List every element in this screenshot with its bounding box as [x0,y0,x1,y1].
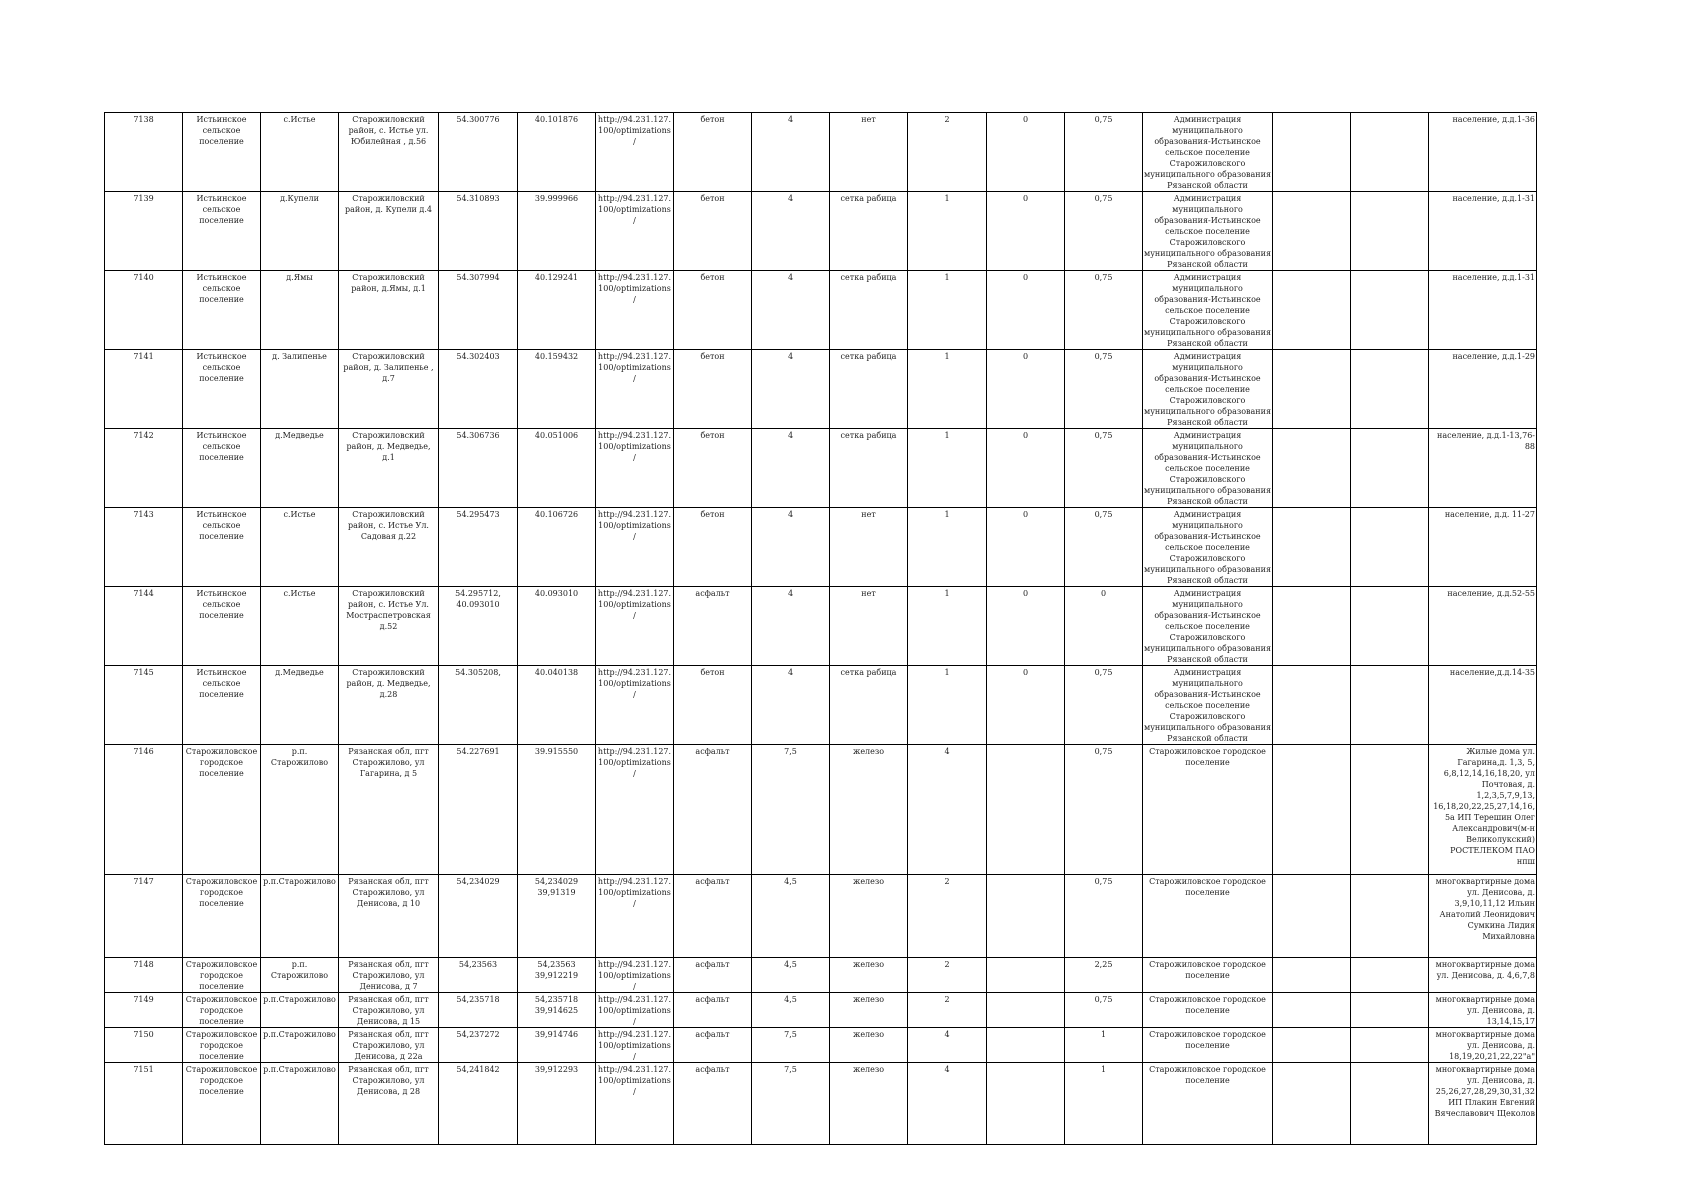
longitude-cell: 40.093010 [518,587,596,666]
volume-cell: 0 [1065,587,1143,666]
map-link-cell: http://94.231.127.100/optimizations/ [596,1063,674,1145]
volume-cell: 0,75 [1065,993,1143,1028]
containers-cell: 4 [908,1063,987,1145]
place-cell: д.Купели [261,192,339,271]
area-cell: 4 [752,429,830,508]
blank-cell [1273,587,1351,666]
longitude-cell: 54,234029 39,91319 [518,875,596,958]
containers-cell: 2 [908,958,987,993]
settlement-cell: Истьинское сельское поселение [183,508,261,587]
volume-cell: 0,75 [1065,875,1143,958]
latitude-cell: 54,234029 [439,875,518,958]
fence-cell: железо [830,958,908,993]
blank-cell [1351,192,1429,271]
waste-sources-cell: население,д.д.14-35 [1429,666,1537,745]
row-number: 7139 [105,192,183,271]
extra-containers-cell [987,745,1065,875]
blank-cell [1351,993,1429,1028]
surface-cell: асфальт [674,1028,752,1063]
owner-cell: Старожиловское городское поселение [1143,875,1273,958]
area-cell: 4 [752,192,830,271]
longitude-cell: 39,912293 [518,1063,596,1145]
extra-containers-cell: 0 [987,113,1065,192]
volume-cell: 1 [1065,1028,1143,1063]
owner-cell: Старожиловское городское поселение [1143,958,1273,993]
blank-cell [1273,993,1351,1028]
area-cell: 4 [752,113,830,192]
containers-cell: 2 [908,875,987,958]
table-row [105,666,1537,745]
map-link-cell: http://94.231.127.100/optimizations/ [596,429,674,508]
place-cell: с.Истье [261,587,339,666]
row-number: 7149 [105,993,183,1028]
map-link-cell: http://94.231.127.100/optimizations/ [596,1028,674,1063]
address-cell: Старожиловский район, с. Истье Ул. Мостраспетровская д.52 [339,587,439,666]
address-cell: Старожиловский район, д. Медведье, д.1 [339,429,439,508]
area-cell: 4 [752,666,830,745]
map-link-cell: http://94.231.127.100/optimizations/ [596,113,674,192]
place-cell: р.п.Старожилово [261,993,339,1028]
extra-containers-cell: 0 [987,666,1065,745]
surface-cell: асфальт [674,958,752,993]
area-cell: 4 [752,350,830,429]
extra-containers-cell: 0 [987,350,1065,429]
address-cell: Рязанская обл, пгт Старожилово, ул Гагарина, д 5 [339,745,439,875]
waste-sources-cell: население, д.д.1-13,76-88 [1429,429,1537,508]
waste-sources-cell: многоквартирные дома ул. Денисова, д. 18,19,20,21,22,22"а" [1429,1028,1537,1063]
table-row [105,745,1537,875]
place-cell: д.Ямы [261,271,339,350]
place-cell: д.Медведье [261,666,339,745]
map-link-cell: http://94.231.127.100/optimizations/ [596,192,674,271]
latitude-cell: 54,23563 [439,958,518,993]
place-cell: р.п.Старожилово [261,1063,339,1145]
blank-cell [1351,508,1429,587]
latitude-cell: 54.305208, [439,666,518,745]
fence-cell: сетка рабица [830,429,908,508]
settlement-cell: Истьинское сельское поселение [183,666,261,745]
longitude-cell: 39.915550 [518,745,596,875]
map-link-cell: http://94.231.127.100/optimizations/ [596,875,674,958]
containers-cell: 2 [908,113,987,192]
latitude-cell: 54,235718 [439,993,518,1028]
volume-cell: 1 [1065,1063,1143,1145]
waste-sources-cell: многоквартирные дома ул. Денисова, д. 4,6,7,8 [1429,958,1537,993]
owner-cell: Администрация муниципального образования-Истьинское сельское поселение Старожиловского муниципального образования Рязанской области [1143,508,1273,587]
blank-cell [1273,271,1351,350]
containers-cell: 1 [908,429,987,508]
settlement-cell: Истьинское сельское поселение [183,113,261,192]
table-row [105,113,1537,192]
owner-cell: Администрация муниципального образования-Истьинское сельское поселение Старожиловского муниципального образования Рязанской области [1143,271,1273,350]
row-number: 7142 [105,429,183,508]
surface-cell: бетон [674,429,752,508]
surface-cell: асфальт [674,1063,752,1145]
containers-cell: 1 [908,508,987,587]
extra-containers-cell: 0 [987,587,1065,666]
place-cell: р.п.Старожилово [261,875,339,958]
fence-cell: железо [830,875,908,958]
table-row [105,958,1537,993]
map-link-cell: http://94.231.127.100/optimizations/ [596,587,674,666]
surface-cell: бетон [674,508,752,587]
table-row [105,875,1537,958]
waste-sources-cell: население, д.д.52-55 [1429,587,1537,666]
owner-cell: Администрация муниципального образования-Истьинское сельское поселение Старожиловского муниципального образования Рязанской области [1143,429,1273,508]
table-row [105,192,1537,271]
surface-cell: бетон [674,271,752,350]
longitude-cell: 39,914746 [518,1028,596,1063]
fence-cell: железо [830,993,908,1028]
blank-cell [1351,587,1429,666]
fence-cell: железо [830,1063,908,1145]
address-cell: Рязанская обл, пгт Старожилово, ул Денисова, д 7 [339,958,439,993]
area-cell: 7,5 [752,1028,830,1063]
settlement-cell: Старожиловское городское поселение [183,958,261,993]
extra-containers-cell: 0 [987,271,1065,350]
waste-sources-cell: население, д.д.1-31 [1429,271,1537,350]
blank-cell [1351,875,1429,958]
address-cell: Старожиловский район, д. Залипенье , д.7 [339,350,439,429]
volume-cell: 0,75 [1065,113,1143,192]
row-number: 7140 [105,271,183,350]
address-cell: Старожиловский район, д. Купели д.4 [339,192,439,271]
fence-cell: нет [830,508,908,587]
blank-cell [1351,745,1429,875]
blank-cell [1273,508,1351,587]
table-row [105,1028,1537,1063]
table-row [105,350,1537,429]
place-cell: р.п. Старожилово [261,745,339,875]
row-number: 7138 [105,113,183,192]
extra-containers-cell: 0 [987,192,1065,271]
row-number: 7150 [105,1028,183,1063]
fence-cell: нет [830,113,908,192]
volume-cell: 0,75 [1065,271,1143,350]
settlement-cell: Истьинское сельское поселение [183,587,261,666]
latitude-cell: 54.306736 [439,429,518,508]
blank-cell [1351,429,1429,508]
settlement-cell: Старожиловское городское поселение [183,993,261,1028]
blank-cell [1351,1063,1429,1145]
area-cell: 4,5 [752,875,830,958]
longitude-cell: 54,235718 39,914625 [518,993,596,1028]
area-cell: 4 [752,508,830,587]
owner-cell: Администрация муниципального образования-Истьинское сельское поселение Старожиловского муниципального образования Рязанской области [1143,666,1273,745]
blank-cell [1273,958,1351,993]
volume-cell: 0,75 [1065,429,1143,508]
table-row [105,993,1537,1028]
registry-table-page [104,112,1537,1145]
blank-cell [1351,350,1429,429]
latitude-cell: 54,241842 [439,1063,518,1145]
table-row [105,429,1537,508]
latitude-cell: 54.302403 [439,350,518,429]
owner-cell: Администрация муниципального образования-Истьинское сельское поселение Старожиловского муниципального образования Рязанской области [1143,192,1273,271]
surface-cell: асфальт [674,587,752,666]
extra-containers-cell [987,1063,1065,1145]
waste-sources-cell: население, д.д.1-36 [1429,113,1537,192]
waste-sources-cell: многоквартирные дома ул. Денисова, д. 25,26,27,28,29,30,31,32 ИП Плакин Евгений Вячеславович Щеколов [1429,1063,1537,1145]
row-number: 7141 [105,350,183,429]
address-cell: Рязанская обл, пгт Старожилово, ул Денисова, д 10 [339,875,439,958]
volume-cell: 0,75 [1065,666,1143,745]
place-cell: д.Медведье [261,429,339,508]
settlement-cell: Истьинское сельское поселение [183,192,261,271]
volume-cell: 0,75 [1065,745,1143,875]
settlement-cell: Старожиловское городское поселение [183,875,261,958]
owner-cell: Старожиловское городское поселение [1143,993,1273,1028]
longitude-cell: 40.106726 [518,508,596,587]
row-number: 7143 [105,508,183,587]
map-link-cell: http://94.231.127.100/optimizations/ [596,271,674,350]
place-cell: р.п.Старожилово [261,1028,339,1063]
longitude-cell: 54,23563 39,912219 [518,958,596,993]
settlement-cell: Истьинское сельское поселение [183,350,261,429]
settlement-cell: Истьинское сельское поселение [183,429,261,508]
table-row [105,271,1537,350]
map-link-cell: http://94.231.127.100/optimizations/ [596,508,674,587]
owner-cell: Администрация муниципального образования-Истьинское сельское поселение Старожиловского муниципального образования Рязанской области [1143,350,1273,429]
settlement-cell: Истьинское сельское поселение [183,271,261,350]
blank-cell [1351,958,1429,993]
volume-cell: 0,75 [1065,350,1143,429]
table-row [105,508,1537,587]
area-cell: 4,5 [752,958,830,993]
area-cell: 4 [752,271,830,350]
blank-cell [1273,1063,1351,1145]
address-cell: Рязанская обл, пгт Старожилово, ул Денисова, д 15 [339,993,439,1028]
table-row [105,587,1537,666]
place-cell: с.Истье [261,508,339,587]
volume-cell: 2,25 [1065,958,1143,993]
surface-cell: бетон [674,350,752,429]
map-link-cell: http://94.231.127.100/optimizations/ [596,745,674,875]
longitude-cell: 40.051006 [518,429,596,508]
surface-cell: бетон [674,113,752,192]
blank-cell [1351,666,1429,745]
waste-sources-cell: многоквартирные дома ул. Денисова, д. 3,9,10,11,12 Ильин Анатолий Леонидович Сумкина Лидия Михайловна [1429,875,1537,958]
owner-cell: Администрация муниципального образования-Истьинское сельское поселение Старожиловского муниципального образования Рязанской области [1143,113,1273,192]
waste-sources-cell: население, д.д.1-29 [1429,350,1537,429]
row-number: 7145 [105,666,183,745]
place-cell: д. Залипенье [261,350,339,429]
latitude-cell: 54,237272 [439,1028,518,1063]
place-cell: р.п. Старожилово [261,958,339,993]
longitude-cell: 40.159432 [518,350,596,429]
waste-sources-cell: многоквартирные дома ул. Денисова, д. 13,14,15,17 [1429,993,1537,1028]
containers-cell: 1 [908,666,987,745]
containers-cell: 1 [908,587,987,666]
blank-cell [1273,429,1351,508]
fence-cell: железо [830,1028,908,1063]
surface-cell: асфальт [674,745,752,875]
latitude-cell: 54.295473 [439,508,518,587]
blank-cell [1273,666,1351,745]
extra-containers-cell [987,958,1065,993]
fence-cell: железо [830,745,908,875]
address-cell: Старожиловский район, с. Истье ул. Юбилейная , д.56 [339,113,439,192]
fence-cell: сетка рабица [830,666,908,745]
area-cell: 4,5 [752,993,830,1028]
row-number: 7148 [105,958,183,993]
blank-cell [1273,1028,1351,1063]
owner-cell: Старожиловское городское поселение [1143,1063,1273,1145]
blank-cell [1273,350,1351,429]
place-cell: с.Истье [261,113,339,192]
waste-sources-cell: население, д.д. 11-27 [1429,508,1537,587]
settlement-cell: Старожиловское городское поселение [183,745,261,875]
latitude-cell: 54.307994 [439,271,518,350]
latitude-cell: 54.295712, 40.093010 [439,587,518,666]
surface-cell: асфальт [674,993,752,1028]
blank-cell [1273,192,1351,271]
row-number: 7151 [105,1063,183,1145]
owner-cell: Старожиловское городское поселение [1143,745,1273,875]
longitude-cell: 40.129241 [518,271,596,350]
blank-cell [1273,745,1351,875]
containers-cell: 1 [908,271,987,350]
containers-cell: 4 [908,745,987,875]
longitude-cell: 39.999966 [518,192,596,271]
volume-cell: 0,75 [1065,508,1143,587]
volume-cell: 0,75 [1065,192,1143,271]
fence-cell: сетка рабица [830,271,908,350]
fence-cell: сетка рабица [830,192,908,271]
containers-cell: 2 [908,993,987,1028]
extra-containers-cell: 0 [987,429,1065,508]
settlement-cell: Старожиловское городское поселение [183,1063,261,1145]
blank-cell [1273,113,1351,192]
address-cell: Рязанская обл, пгт Старожилово, ул Денисова, д 22а [339,1028,439,1063]
waste-sources-cell: Жилые дома ул. Гагарина,д. 1,3, 5, 6,8,12,14,16,18,20, ул Почтовая, д. 1,2,3,5,7,9,13, 16,18,20,22,25,27,14,16,5а ИП Терешин Олег Александрович(м-н Великолукский) РОСТЕЛЕКОМ ПАО нпш [1429,745,1537,875]
latitude-cell: 54.227691 [439,745,518,875]
longitude-cell: 40.040138 [518,666,596,745]
table-row [105,1063,1537,1145]
map-link-cell: http://94.231.127.100/optimizations/ [596,958,674,993]
address-cell: Рязанская обл, пгт Старожилово, ул Денисова, д 28 [339,1063,439,1145]
latitude-cell: 54.310893 [439,192,518,271]
blank-cell [1351,113,1429,192]
map-link-cell: http://94.231.127.100/optimizations/ [596,993,674,1028]
address-cell: Старожиловский район, с. Истье Ул. Садовая д.22 [339,508,439,587]
address-cell: Старожиловский район, д. Медведье, д.28 [339,666,439,745]
waste-sites-table [104,112,1537,1145]
fence-cell: сетка рабица [830,350,908,429]
owner-cell: Администрация муниципального образования-Истьинское сельское поселение Старожиловского муниципального образования Рязанской области [1143,587,1273,666]
surface-cell: бетон [674,666,752,745]
map-link-cell: http://94.231.127.100/optimizations/ [596,350,674,429]
surface-cell: асфальт [674,875,752,958]
row-number: 7144 [105,587,183,666]
surface-cell: бетон [674,192,752,271]
extra-containers-cell [987,875,1065,958]
containers-cell: 1 [908,350,987,429]
area-cell: 7,5 [752,745,830,875]
latitude-cell: 54.300776 [439,113,518,192]
extra-containers-cell: 0 [987,508,1065,587]
containers-cell: 4 [908,1028,987,1063]
area-cell: 4 [752,587,830,666]
waste-sources-cell: население, д.д.1-31 [1429,192,1537,271]
blank-cell [1273,875,1351,958]
address-cell: Старожиловский район, д.Ямы, д.1 [339,271,439,350]
containers-cell: 1 [908,192,987,271]
blank-cell [1351,1028,1429,1063]
row-number: 7146 [105,745,183,875]
longitude-cell: 40.101876 [518,113,596,192]
blank-cell [1351,271,1429,350]
extra-containers-cell [987,1028,1065,1063]
fence-cell: нет [830,587,908,666]
map-link-cell: http://94.231.127.100/optimizations/ [596,666,674,745]
owner-cell: Старожиловское городское поселение [1143,1028,1273,1063]
settlement-cell: Старожиловское городское поселение [183,1028,261,1063]
area-cell: 7,5 [752,1063,830,1145]
row-number: 7147 [105,875,183,958]
extra-containers-cell [987,993,1065,1028]
